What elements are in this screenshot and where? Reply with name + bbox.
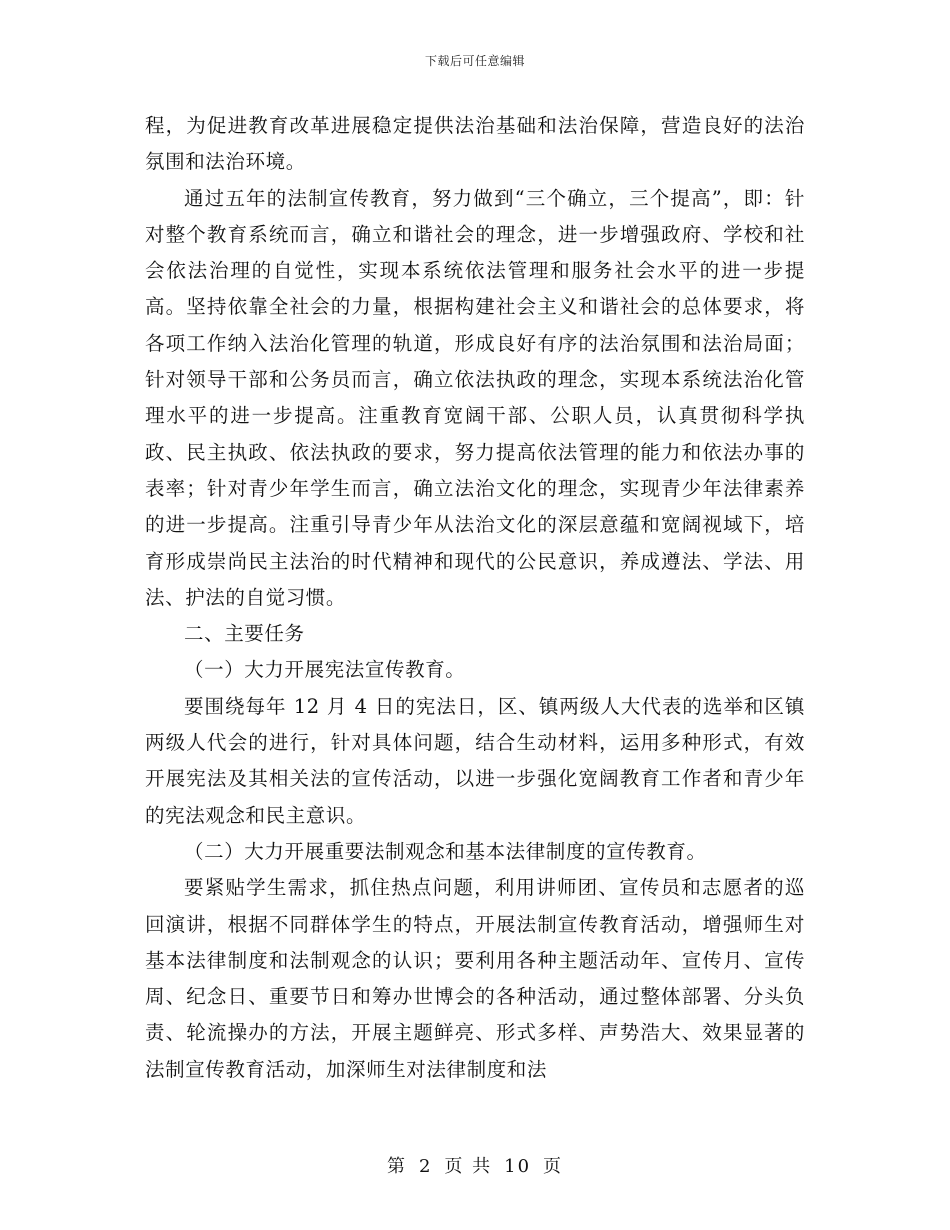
paragraph-legal-concepts: 要紧贴学生需求，抓住热点问题，利用讲师团、宣传员和志愿者的巡回演讲，根据不同群体学生的特点，开展法制宣传教育活动，增强师生对基本法律制度和法制观念的认识；要利用各种主题活动年、宣传月、宣传周、纪念日、重要节日和筹办世博会的各种活动，通过整体部署、分头负责、轮流操办的方法，开展主题鲜亮、形式多样、声势浩大、效果显著的法制宣传教育活动，加深师生对法律制度和法: [145, 876, 805, 1081]
footer-suffix: 页: [543, 1156, 564, 1177]
paragraph-constitution: 要围绕每年 12 月 4 日的宪法日，区、镇两级人大代表的选举和区镇两级人代会的进行，针对具体问题，结合生动材料，运用多种形式，有效开展宪法及其相关法的宣传活动，以进一步强化宽阔教育工作者和青少年的宪法观念和民主意识。: [145, 694, 805, 827]
paragraph-goals: 通过五年的法制宣传教育，努力做到“三个确立，三个提高”，即：针对整个教育系统而言，确立和谐社会的理念，进一步增强政府、学校和社会依法治理的自觉性，实现本系统依法管理和服务社会水平的进一步提高。坚持依靠全社会的力量，根据构建社会主义和谐社会的总体要求，将各项工作纳入法治化管理的轨道，形成良好有序的法治氛围和法治局面；针对领导干部和公务员而言，确立依法执政的理念，实现本系统法治化管理水平的进一步提高。注重教育宽阔干部、公职人员，认真贯彻科学执政、民主执政、依法执政的要求，努力提高依法管理的能力和依法办事的表率；针对青少年学生而言，确立法治文化的理念，实现青少年法律素养的进一步提高。注重引导青少年从法治文化的深层意蕴和宽阔视域下，培育形成崇尚民主法治的时代精神和现代的公民意识，养成遵法、学法、用法、护法的自觉习惯。: [145, 186, 805, 609]
page-header-note: 下载后可任意编辑: [424, 54, 525, 68]
subheading-legal-concepts: （二）大力开展重要法制观念和基本法律制度的宣传教育。: [184, 839, 707, 863]
document-body: [145, 108, 805, 1088]
footer-middle: 页 共: [444, 1156, 493, 1177]
page-footer: [0, 1152, 950, 1178]
footer-total-pages: 10: [504, 1156, 532, 1177]
paragraph-continuation: 程，为促进教育改革进展稳定提供法治基础和法治保障，营造良好的法治氛围和法治环境。: [145, 114, 805, 174]
footer-page-number: 2: [418, 1156, 433, 1177]
subheading-constitution: （一）大力开展宪法宣传教育。: [184, 658, 466, 682]
section-heading-main-tasks: 二、主要任务: [184, 622, 305, 646]
footer-prefix: 第: [386, 1156, 407, 1177]
